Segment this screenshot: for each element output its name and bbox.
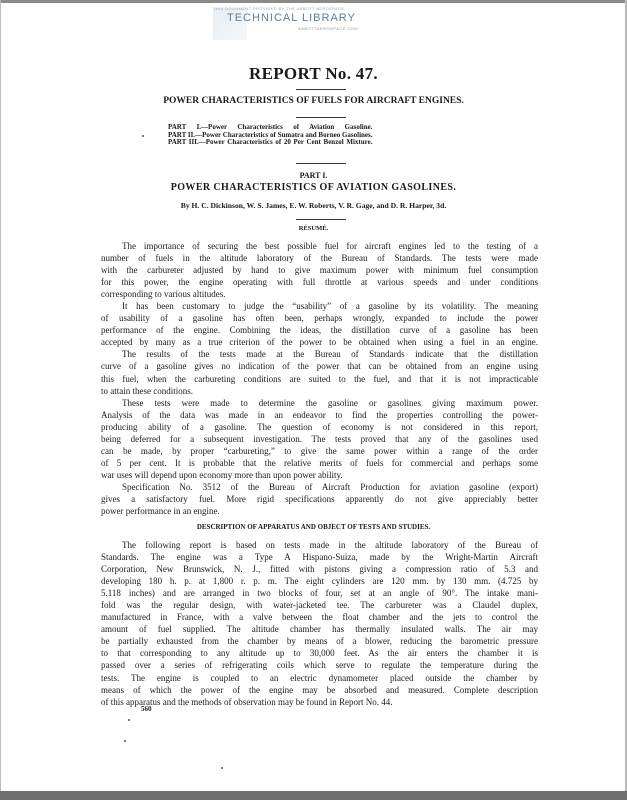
text-line: Specification No. 3512 of the Bureau of Aircraft Production for aviation gasoline (export) (122, 481, 538, 492)
text-line: be partially exhausted from the chamber by means of a blower, reducing the barometric pressure (101, 636, 538, 647)
text-line: tests. The engine is coupled to an electric dynamometer placed outside the chamber by (101, 672, 538, 683)
technical-library-watermark (213, 4, 385, 42)
scan-speck (142, 135, 144, 137)
text-line: amount of fuel supplied. The altitude chamber has thermally insulated walls. The air may (101, 624, 538, 635)
text-line: passed over a series of refrigerating coils which serve to regulate the temperature during the (101, 660, 538, 671)
text-line: manufactured in France, with a valve between the float chamber and the jets to control the (101, 612, 538, 623)
text-line: to that corresponding to any altitude up to 30,000 feet. As the air enters the chamber it is (101, 648, 538, 659)
report-title: REPORT No. 47. (249, 64, 378, 83)
text-line: producing ability of a gasoline. The question of economy is not considered in this report, (101, 421, 538, 432)
text-line: to attain these conditions. (101, 385, 193, 396)
text-line: of usability of a gasoline has often been, perhaps wrongly, expanded to include the power (101, 313, 538, 324)
viewer-frame-bottom (0, 791, 627, 800)
parts-list (168, 124, 373, 147)
report-subtitle: POWER CHARACTERISTICS OF FUELS FOR AIRCRAFT ENGINES. (163, 96, 464, 106)
text-line: number of fuels in the altitude laboratory of the Bureau of Standards. The tests were made (101, 253, 538, 264)
scan-speck (221, 767, 223, 769)
divider (296, 219, 346, 220)
watermark-url: ABBOTTAEROSPACE.COM (298, 26, 359, 31)
text-line: It has been customary to judge the “usability” of a gasoline by its volatility. The meaning (122, 301, 538, 312)
part-heading: PART I. (299, 171, 328, 180)
part-title: POWER CHARACTERISTICS OF AVIATION GASOLINES. (170, 182, 457, 193)
resume-paragraph (101, 397, 538, 481)
resume-paragraph (101, 300, 538, 348)
text-line: gives a satisfactory fuel. More rigid specifications apparently do not give appreciably better (101, 493, 538, 504)
text-line: can be made, by proper “carbureting,” to give the same power within a range of the order (101, 445, 538, 456)
text-line: fold was the regular design, with water-jacketed tee. The carbureter was a Claudel duplex, (101, 600, 538, 611)
scan-speck (124, 740, 126, 742)
part-item: PART II.—Power Characteristics of Sumatra and Borneo Gasolines. (168, 131, 373, 139)
text-line: of 5 per cent. It is probable that the relative merits of fuels for commercial and perhaps some (101, 457, 538, 468)
divider (296, 89, 346, 90)
text-line: accepted by many as a true criterion of the power to be obtained when using a fuel in an engine. (101, 337, 538, 348)
text-line: Standards. The engine was a Type A Hispano-Suiza, made by the Wright-Martin Aircraft (101, 552, 538, 563)
description-paragraph (101, 539, 538, 708)
text-line: being deferred for a subsequent investigation. The tests proved that any of the gasolines used (101, 433, 538, 444)
text-line: curve of a gasoline gives no indication of the power that can be obtained from an engine using (101, 361, 538, 372)
divider (296, 163, 346, 164)
scan-speck (128, 719, 130, 721)
text-line: war uses will depend upon economy more than upon power ability. (101, 469, 343, 480)
text-line: These tests were made to determine the gasoline or gasolines giving maximum power. (122, 397, 538, 408)
text-line: power performance in an engine. (101, 506, 220, 517)
text-line: this fuel, when the carbureting conditions are suited to the fuel, and that it is not impracticable (101, 373, 538, 384)
resume-paragraph (101, 240, 538, 300)
viewer-frame-left (0, 0, 1, 800)
resume-paragraph (101, 348, 538, 396)
text-line: with the carbureter adjusted by hand to give maximum power with minimum fuel consumption (101, 265, 538, 276)
text-line: The importance of securing the best possible fuel for aircraft engines led to the testing of a (122, 241, 538, 251)
text-line: developing 180 h. p. at 1,800 r. p. m. The eight cylinders are 120 mm. by 130 mm. (4.725 by (101, 576, 538, 587)
viewer-frame-top (0, 0, 627, 3)
text-line: of this apparatus and the methods of observation may be found in Report No. 44. (101, 696, 393, 707)
part-item: PART III.—Power Characteristics of 20 Per Cent Benzol Mixture. (168, 139, 373, 147)
resume-heading: RÉSUMÉ. (298, 225, 329, 232)
watermark-provided-by: THIS DOCUMENT PROVIDED BY THE ABBOTT AEROSPACE (213, 6, 345, 11)
resume-section (101, 240, 538, 517)
part-item: PART I.—Power Characteristics of Aviation Gasoline. (168, 124, 373, 131)
text-line: Corporation, New Brunswick, N. J., fitted with pistons giving a compression ratio of 5.3 and (101, 564, 538, 575)
text-line: The following report is based on tests made in the altitude laboratory of the Bureau of (122, 540, 538, 550)
text-line: Analysis of the data was made in an endeavor to find the properties controlling the power- (101, 409, 538, 420)
text-line: performance of the engine. Combining the ideas, the distillation curve of a gasoline has been (101, 325, 538, 336)
text-line: 5.118 inches) and are arranged in two blocks of four, set at an angle of 90°. The intake mani- (101, 588, 538, 599)
text-line: for this power, the engine operating with full throttle at various speeds and under conditions (101, 277, 538, 288)
text-line: The results of the tests made at the Bureau of Standards indicate that the distillation (122, 349, 538, 360)
description-heading: DESCRIPTION OF APPARATUS AND OBJECT OF TESTS AND STUDIES. (196, 523, 431, 531)
text-line: corresponding to various altitudes. (101, 289, 226, 300)
resume-paragraph (101, 481, 538, 517)
authors: By H. C. Dickinson, W. S. James, E. W. Roberts, V. R. Gage, and D. R. Harper, 3d. (180, 201, 447, 210)
divider (296, 117, 346, 118)
page-number: 560 (141, 705, 152, 713)
text-line: means of which the power of the engine may be absorbed and measured. Complete description (101, 684, 538, 695)
watermark-library: TECHNICAL LIBRARY (227, 12, 356, 24)
